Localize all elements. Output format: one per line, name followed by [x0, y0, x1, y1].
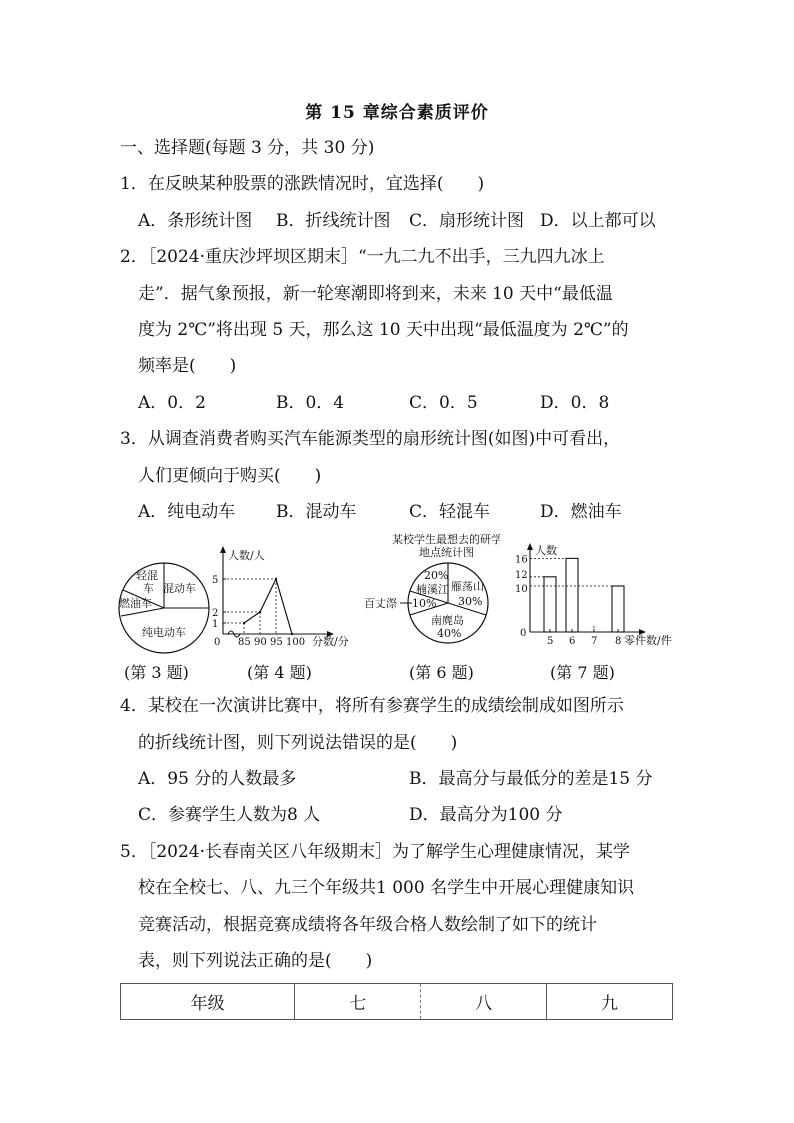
fig7-y-arrow: [527, 543, 533, 550]
fig7-xlabel: 零件数/件: [624, 634, 672, 647]
q1-option-b: B．折线统计图: [276, 211, 391, 231]
fig7-origin: 0: [520, 628, 527, 639]
table-header-7: 七: [295, 984, 421, 1020]
fig7-xtick-label: 8: [615, 636, 622, 647]
q3-line-2: 人们更倾向于购买( ): [138, 466, 322, 486]
fig6-pie-chart: [360, 532, 500, 660]
fig4-line-chart: [206, 544, 366, 652]
q2-line-3: 度为 2℃”将出现 5 天，那么这 10 天中出现“最低温度为 2℃”的: [138, 320, 629, 340]
fig7-xtick-label: 7: [591, 636, 598, 647]
fig4-ytick-label: 2: [212, 608, 219, 619]
q2-option-a: A．0．2: [138, 393, 206, 413]
q4-option-b: B．最高分与最低分的差是15 分: [409, 769, 653, 789]
fig3-label-electric: 纯电动车: [142, 626, 186, 639]
fig4-xtick-label: 90: [254, 637, 267, 648]
q4-option-d: D．最高分为100 分: [409, 805, 563, 825]
q4-line-1: 4．某校在一次演讲比赛中，将所有参赛学生的成绩绘制成如图所示: [120, 696, 624, 716]
fig3-label-light-hybrid-1: 轻混: [136, 569, 158, 582]
fig4-point: [275, 578, 277, 580]
fig4-point: [291, 633, 293, 635]
fig7-ylabel: 人数: [535, 544, 557, 557]
q1-option-c: C．扇形统计图: [409, 211, 525, 231]
q2-option-d: D．0．8: [540, 393, 610, 413]
q2-option-c: C．0．5: [409, 393, 478, 413]
fig4-ylabel: 人数/人: [228, 549, 265, 562]
fig7-caption: (第 7 题): [550, 663, 615, 682]
fig4-xlabel: 分数/分: [312, 635, 349, 648]
q3-line-1: 3．从调查消费者购买汽车能源类型的扇形统计图(如图)中可看出，: [120, 429, 621, 449]
fig4-ytick-label: 5: [212, 575, 219, 586]
fig3-caption: (第 3 题): [124, 663, 189, 682]
fig3-pie-chart: [116, 560, 212, 660]
fig6-title-1: 某校学生最想去的研学: [392, 533, 500, 546]
fig7-xtick-label: 6: [569, 636, 576, 647]
section-heading: 一、选择题(每题 3 分，共 30 分): [120, 138, 375, 158]
q1-option-a: A．条形统计图: [138, 211, 253, 231]
fig7-ytick-label: 12: [515, 569, 528, 581]
fig7-bar: [544, 577, 556, 632]
fig4-origin: 0: [214, 637, 221, 648]
fig7-bar: [566, 558, 578, 632]
q4-line-2: 的折线统计图，则下列说法错误的是( ): [138, 733, 458, 753]
fig3-label-fuel: 燃油车: [119, 597, 152, 610]
q4-option-a: A．95 分的人数最多: [138, 769, 297, 789]
fig3-label-light-hybrid-2: 车: [143, 582, 154, 595]
fig6-pct-nanji: 40%: [437, 627, 462, 640]
fig6-pct-baizhang: 10%: [412, 597, 437, 610]
fig4-xtick-label: 85: [238, 637, 251, 648]
q1-stem: 1．在反映某种股票的涨跌情况时，宜选择( ): [120, 174, 485, 194]
fig6-pct-yandang: 30%: [458, 595, 483, 608]
fig6-label-nanxi: 楠溪江: [416, 583, 449, 596]
q2-option-b: B．0．4: [276, 393, 345, 413]
fig4-xtick-label: 95: [270, 637, 283, 648]
page-title: 第 15 章综合素质评价: [305, 103, 489, 123]
fig4-caption: (第 4 题): [247, 663, 312, 682]
fig3-label-hybrid: 混动车: [163, 582, 196, 595]
q4-option-c: C．参赛学生人数为8 人: [138, 805, 321, 825]
q5-line-4: 表，则下列说法正确的是( ): [138, 951, 373, 971]
fig4-point: [259, 611, 261, 613]
table-header-grade: 年级: [121, 984, 295, 1020]
fig6-title-2: 地点统计图: [419, 546, 474, 559]
table-header-row: [121, 984, 673, 1020]
fig4-ytick-label: 1: [212, 619, 219, 630]
fig7-bar: [612, 586, 624, 632]
fig7-ytick-label: 16: [515, 554, 528, 566]
q2-line-2: 走”．据气象预报，新一轮寒潮即将到来，未来 10 天中“最低温: [138, 284, 613, 304]
fig6-label-nanji: 南麂岛: [431, 614, 464, 627]
fig7-xtick-label: 5: [547, 636, 554, 647]
q3-option-d: D．燃油车: [540, 502, 622, 522]
fig4-y-arrow: [220, 546, 226, 553]
fig6-caption: (第 6 题): [409, 663, 474, 682]
fig4-xtick-label: 100: [286, 637, 306, 648]
table-header-9: 九: [547, 984, 673, 1020]
q2-line-1: 2．［2024·重庆沙坪坝区期末］“一九二九不出手，三九四九冰上: [120, 247, 605, 267]
q5-line-2: 校在全校七、八、九三个年级共1 000 名学生中开展心理健康知识: [138, 878, 635, 898]
fig7-bar-chart: [506, 540, 676, 652]
q5-line-1: 5．［2024·长春南关区八年级期末］为了解学生心理健康情况，某学: [120, 842, 630, 862]
q3-option-a: A．纯电动车: [138, 502, 236, 522]
q3-option-b: B．混动车: [276, 502, 357, 522]
fig4-series-line: [244, 579, 292, 634]
fig6-label-yandang: 雁荡山: [451, 580, 484, 593]
grade-table: [120, 983, 673, 1020]
fig6-label-baizhang: 百丈漈: [364, 597, 397, 610]
fig7-ytick-label: 10: [515, 584, 528, 595]
q3-option-c: C．轻混车: [409, 502, 491, 522]
table-header-8: 八: [421, 984, 547, 1020]
q2-line-4: 频率是( ): [138, 356, 237, 376]
fig4-point: [243, 622, 245, 624]
q1-option-d: D．以上都可以: [540, 211, 656, 231]
q5-line-3: 竞赛活动，根据竞赛成绩将各年级合格人数绘制了如下的统计: [138, 915, 597, 935]
fig6-pct-nanxi: 20%: [424, 569, 449, 582]
